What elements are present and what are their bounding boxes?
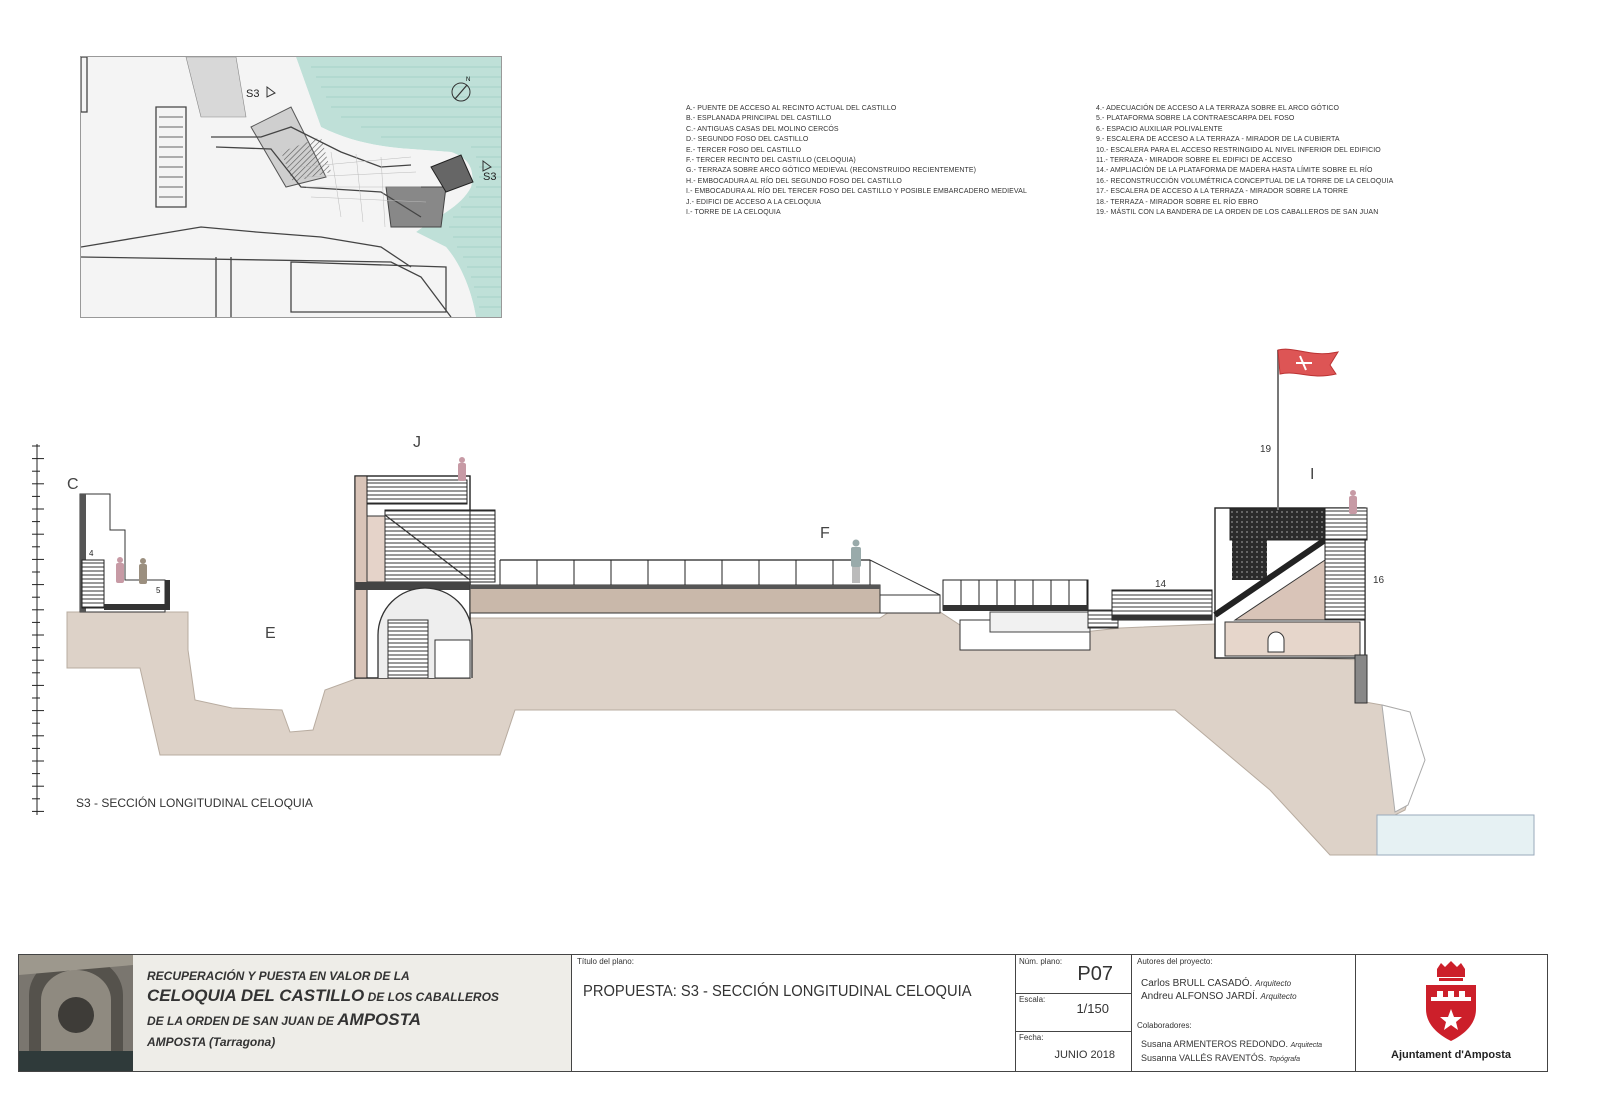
legend-item: C.- ANTIGUAS CASAS DEL MOLINO CERCÓS xyxy=(686,125,839,133)
collaborator-2-role: Topógrafa xyxy=(1268,1056,1301,1063)
collaborator-1-role: Arquitecta xyxy=(1290,1042,1323,1049)
author-2-name: Andreu ALFONSO JARDÍ. xyxy=(1141,991,1258,1002)
people-figures xyxy=(116,457,1357,584)
height-scale-ruler xyxy=(32,444,44,815)
collaborators-label: Colaboradores: xyxy=(1137,1021,1192,1030)
plan-number-label: Núm. plano: xyxy=(1019,957,1063,966)
plan-title: PROPUESTA: S3 - SECCIÓN LONGITUDINAL CELOQUIA xyxy=(583,983,972,1000)
collaborator-1-name: Susana ARMENTEROS REDONDO. xyxy=(1141,1039,1289,1049)
legend-item: D.- SEGUNDO FOSO DEL CASTILLO xyxy=(686,136,809,144)
plan-title-cell xyxy=(571,955,1016,1071)
platform-f xyxy=(470,560,940,613)
project-title-line3 xyxy=(147,1010,421,1030)
collaborator-2 xyxy=(1141,1053,1300,1063)
legend-item: I.- EMBOCADURA AL RÍO DEL TERCER FOSO DEL CASTILLO Y POSIBLE EMBARCADERO MEDIEVAL xyxy=(686,188,1027,196)
project-title-amposta: AMPOSTA xyxy=(337,1010,421,1029)
logo-cell xyxy=(1355,955,1547,1071)
logo-text: Ajuntament d'Amposta xyxy=(1391,1049,1511,1061)
label-f: F xyxy=(820,525,830,542)
author-1 xyxy=(1141,978,1291,989)
label-14: 14 xyxy=(1155,579,1167,590)
date-value: JUNIO 2018 xyxy=(1054,1049,1115,1061)
legend-item: 16.- RECONSTRUCCIÓN VOLUMÉTRICA CONCEPTUAL DE LA TORRE DE LA CELOQUIA xyxy=(1096,177,1394,185)
legend-item: I.- TORRE DE LA CELOQUIA xyxy=(686,208,781,216)
label-c: C xyxy=(67,476,79,493)
north-label: N xyxy=(466,77,471,83)
legend-item: J.- EDIFICI DE ACCESO A LA CELOQUIA xyxy=(686,198,821,206)
project-title-line2 xyxy=(147,986,499,1006)
legend-column-letters xyxy=(686,104,1027,218)
label-j: J xyxy=(413,434,421,451)
section-marker-s3-right: S3 xyxy=(483,171,497,183)
scale-value: 1/150 xyxy=(1076,1001,1109,1016)
section-marker-s3-top: S3 xyxy=(246,88,260,100)
label-5: 5 xyxy=(156,586,161,595)
wooden-platform-14 xyxy=(1112,590,1212,620)
longitudinal-section-drawing xyxy=(0,340,1600,870)
site-plan xyxy=(80,56,502,318)
project-title-line1: RECUPERACIÓN Y PUESTA EN VALOR DE LA xyxy=(147,969,410,983)
project-title-small: DE LOS CABALLEROS xyxy=(364,990,499,1004)
label-4: 4 xyxy=(89,549,94,558)
project-title-big: CELOQUIA DEL CASTILLO xyxy=(147,986,365,1005)
author-2-role: Arquitecto xyxy=(1260,992,1297,1001)
collaborator-1 xyxy=(1141,1039,1322,1049)
collaborator-2-name: Susanna VALLÉS RAVENTÓS. xyxy=(1141,1053,1267,1063)
legend-item: 17.- ESCALERA DE ACCESO A LA TERRAZA - MIRADOR SOBRE LA TORRE xyxy=(1096,188,1348,196)
plan-number-box xyxy=(1015,955,1131,994)
authors-label: Autores del proyecto: xyxy=(1137,957,1213,966)
authors-cell xyxy=(1131,955,1356,1071)
title-block xyxy=(18,954,1548,1072)
author-1-role: Arquitecto xyxy=(1255,979,1292,988)
plan-meta-cell xyxy=(1015,955,1132,1071)
label-19: 19 xyxy=(1260,444,1272,455)
scale-box xyxy=(1015,993,1131,1032)
author-2 xyxy=(1141,991,1297,1002)
label-16: 16 xyxy=(1373,575,1385,586)
scale-label: Escala: xyxy=(1019,995,1046,1004)
legend-item: 6.- ESPACIO AUXILIAR POLIVALENTE xyxy=(1096,125,1223,133)
legend-item: 18.- TERRAZA - MIRADOR SOBRE EL RÍO EBRO xyxy=(1096,198,1259,206)
flag-mast-19 xyxy=(1278,349,1338,510)
legend-item: 4.- ADECUACIÓN DE ACCESO A LA TERRAZA SOBRE EL ARCO GÓTICO xyxy=(1096,105,1340,112)
project-photo xyxy=(19,955,134,1071)
legend-item: G.- TERRAZA SOBRE ARCO GÓTICO MEDIEVAL (RECONSTRUIDO RECIENTEMENTE) xyxy=(686,167,977,175)
legend-item: 9.- ESCALERA DE ACCESO A LA TERRAZA - MIRADOR DE LA CUBIERTA xyxy=(1096,136,1340,144)
section-caption: S3 - SECCIÓN LONGITUDINAL CELOQUIA xyxy=(76,796,313,810)
date-box xyxy=(1015,1031,1131,1071)
legend-item: 14.- AMPLIACIÓN DE LA PLATAFORMA DE MADERA HASTA LÍMITE SOBRE EL RÍO xyxy=(1096,167,1373,175)
legend-item: 5.- PLATAFORMA SOBRE LA CONTRAESCARPA DEL FOSO xyxy=(1096,115,1295,123)
plan-title-label: Título del plano: xyxy=(577,957,634,966)
plan-number: P07 xyxy=(1077,963,1113,985)
legend-item: B.- ESPLANADA PRINCIPAL DEL CASTILLO xyxy=(686,115,832,123)
label-e: E xyxy=(265,625,276,642)
project-location: AMPOSTA (Tarragona) xyxy=(147,1035,276,1049)
date-label: Fecha: xyxy=(1019,1033,1044,1042)
site-plan-drawing xyxy=(81,57,501,317)
author-1-name: Carlos BRULL CASADÓ. xyxy=(1141,978,1253,989)
label-i: I xyxy=(1310,466,1315,483)
legend-item: H.- EMBOCADURA AL RÍO DEL SEGUNDO FOSO DEL CASTILLO xyxy=(686,177,902,185)
castle-photo-image xyxy=(19,955,133,1071)
legend-item: F.- TERCER RECINTO DEL CASTILLO (CELOQUIA) xyxy=(686,156,856,164)
project-title-order: DE LA ORDEN DE SAN JUAN DE xyxy=(147,1014,338,1028)
legend-item: 19.- MÁSTIL CON LA BANDERA DE LA ORDEN DE LOS CABALLEROS DE SAN JUAN xyxy=(1096,208,1379,216)
legend-column-numbers xyxy=(1096,104,1393,218)
project-name-cell xyxy=(133,955,572,1071)
legend-item: 11.- TERRAZA - MIRADOR SOBRE EL EDIFICI DE ACCESO xyxy=(1096,156,1293,164)
legend-item: A.- PUENTE DE ACCESO AL RECINTO ACTUAL DEL CASTILLO xyxy=(686,105,897,112)
amposta-coat-of-arms-icon xyxy=(1355,959,1547,1049)
river-water xyxy=(1377,815,1534,855)
legend-item: 10.- ESCALERA PARA EL ACCESO RESTRINGIDO AL NIVEL INFERIOR DEL EDIFICIO xyxy=(1096,146,1381,154)
legend-item: E.- TERCER FOSO DEL CASTILLO xyxy=(686,146,802,154)
